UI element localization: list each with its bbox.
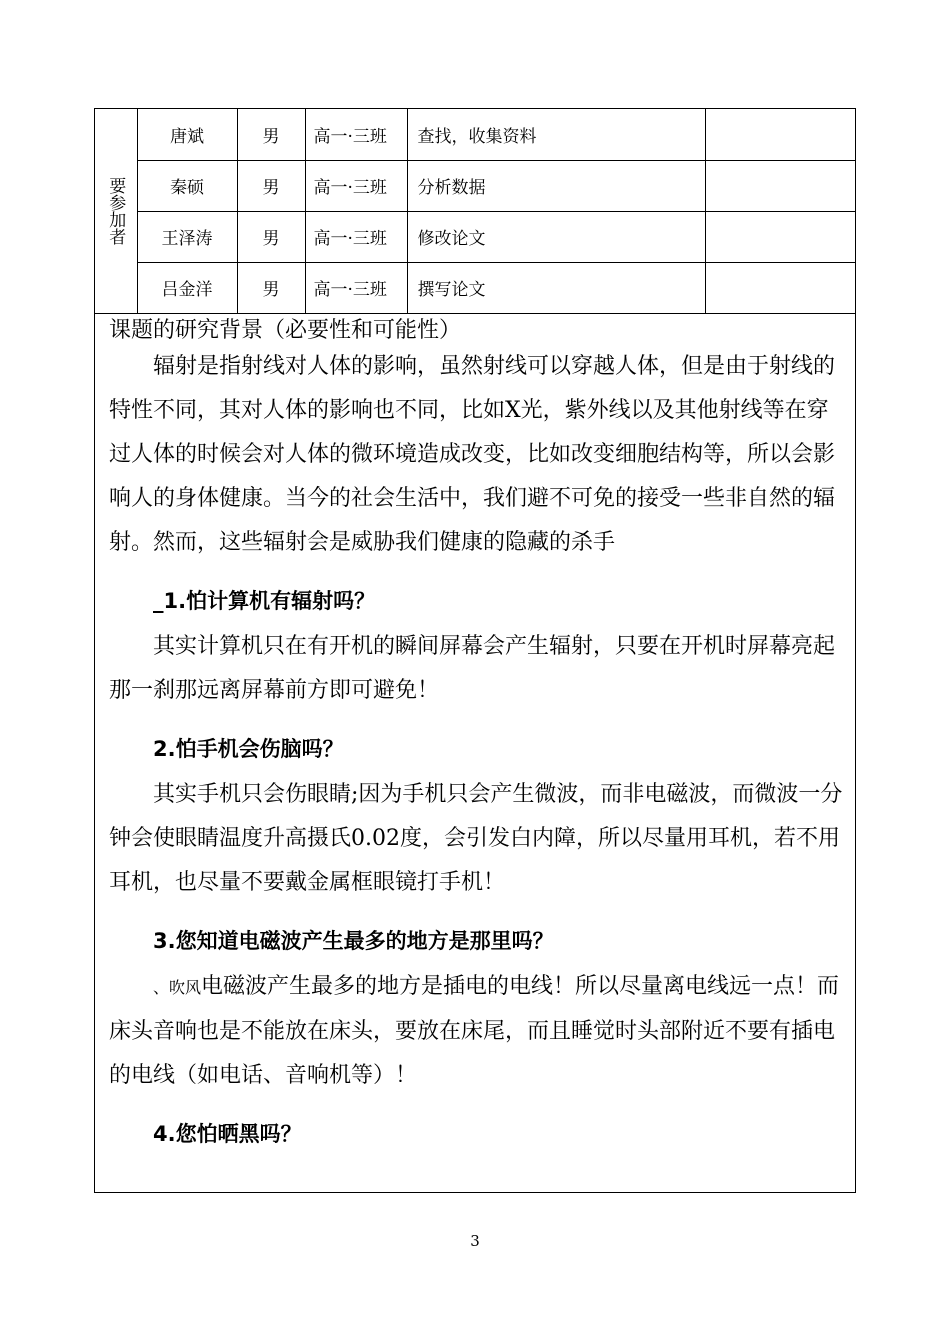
table-row (95, 160, 855, 211)
member-note (705, 109, 855, 160)
answer-paragraph (109, 965, 845, 1098)
intro-paragraph: 辐射是指射线对人体的影响，虽然射线可以穿越人体，但是由于射线的特性不同，其对人体的影响也不同，比如X光，紫外线以及其他射线等在穿过人体的时候会对人体的微环境造成改变，比如改变细胞结构等，所以会影响人的身体健康。当今的社会生活中，我们避不可免的接受一些非自然的辐射。然而，这些辐射会是威胁我们健康的隐藏的杀手 (109, 354, 836, 555)
question-heading: 3.您知道电磁波产生最多的地方是那里吗？ (153, 929, 554, 953)
member-class: 高一·三班 (305, 211, 407, 262)
member-note (705, 160, 855, 211)
document-frame (94, 108, 856, 1193)
section-heading: 课题的研究背景（必要性和可能性） (109, 318, 462, 343)
participants-table (95, 109, 855, 314)
table-row (95, 109, 855, 160)
member-name: 唐斌 (137, 109, 237, 160)
member-gender: 男 (237, 160, 305, 211)
answer-text: 电磁波产生最多的地方是插电的电线！所以尽量离电线远一点！而床头音响也是不能放在床头，要放在床尾，而且睡觉时头部附近不要有插电的电线（如电话、音响机等）！ (109, 974, 840, 1088)
member-gender: 男 (237, 109, 305, 160)
member-name: 秦硕 (137, 160, 237, 211)
answer-paragraph: 其实手机只会伤眼睛;因为手机只会产生微波，而非电磁波，而微波一分钟会使眼睛温度升高摄氏0.02度，会引发白内障，所以尽量用耳机，若不用耳机，也尽量不要戴金属框眼镜打手机！ (109, 782, 843, 895)
member-name: 王泽涛 (137, 211, 237, 262)
research-background-section (109, 313, 845, 1158)
member-note (705, 262, 855, 313)
member-task: 查找，收集资料 (407, 109, 705, 160)
member-class: 高一·三班 (305, 109, 407, 160)
answer-paragraph: 其实计算机只在有开机的瞬间屏幕会产生辐射，只要在开机时屏幕亮起那一刹那远离屏幕前方即可避免！ (109, 634, 836, 703)
member-class: 高一·三班 (305, 262, 407, 313)
question-heading: 2.怕手机会伤脑吗？ (153, 737, 344, 761)
participants-label: 要参加者 (95, 109, 137, 313)
member-class: 高一·三班 (305, 160, 407, 211)
question-heading: 4.您怕晒黑吗？ (153, 1122, 302, 1146)
answer-prefix: 、吹风 (153, 978, 202, 997)
page-number: 3 (470, 1232, 480, 1250)
member-task: 修改论文 (407, 211, 705, 262)
table-row (95, 262, 855, 313)
table-row (95, 211, 855, 262)
member-gender: 男 (237, 211, 305, 262)
member-gender: 男 (237, 262, 305, 313)
member-name: 吕金洋 (137, 262, 237, 313)
member-task: 分析数据 (407, 160, 705, 211)
member-note (705, 211, 855, 262)
question-heading: _1.怕计算机有辐射吗？ (153, 589, 376, 613)
member-task: 撰写论文 (407, 262, 705, 313)
